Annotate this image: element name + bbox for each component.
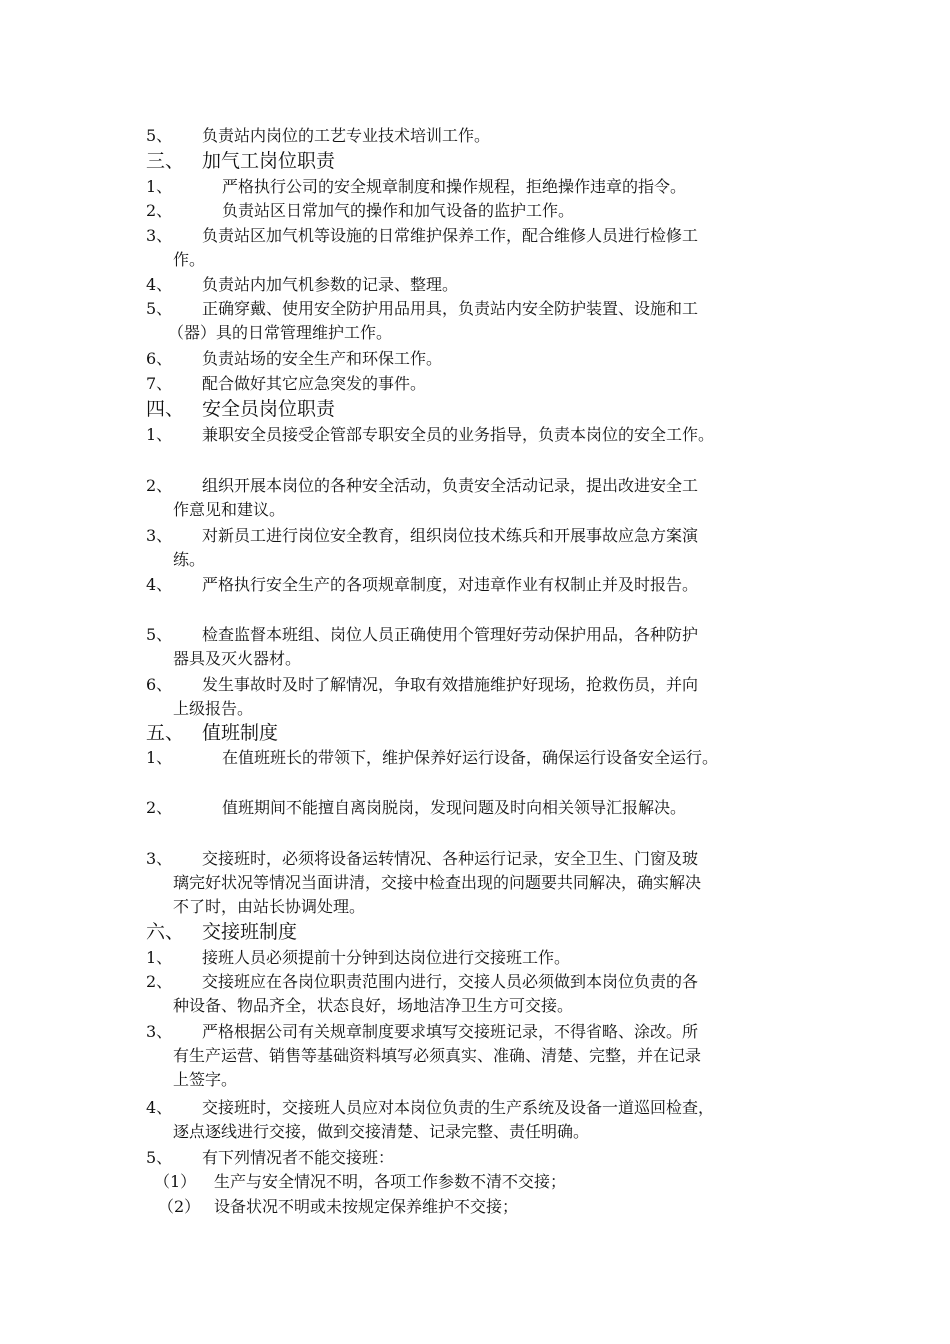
sub-item-number: （2） bbox=[158, 1197, 201, 1216]
item-number: 7、 bbox=[146, 374, 173, 393]
sub-item-number: （1） bbox=[154, 1172, 197, 1191]
item-text-continued: 逐点逐线进行交接，做到交接清楚、记录完整、责任明确。 bbox=[173, 1122, 590, 1141]
section-number: 三、 bbox=[146, 150, 185, 172]
sub-list-item bbox=[158, 1195, 519, 1219]
item-text-continued: 上签字。 bbox=[173, 1070, 238, 1089]
item-text: 负责站区加气机等设施的日常维护保养工作，配合维修人员进行检修工 bbox=[202, 226, 699, 245]
sub-list-item bbox=[154, 1170, 567, 1194]
sub-item-text: 生产与安全情况不明，各项工作参数不清不交接； bbox=[214, 1172, 567, 1191]
item-text: 检查监督本班组、岗位人员正确使用个管理好劳动保护用品，各种防护 bbox=[202, 625, 699, 644]
item-text-continued: （器）具的日常管理维护工作。 bbox=[168, 323, 393, 342]
section-number: 五、 bbox=[146, 722, 185, 744]
item-number: 6、 bbox=[146, 349, 173, 368]
item-text-continued: 上级报告。 bbox=[173, 699, 254, 718]
item-text: 有下列情况者不能交接班： bbox=[202, 1148, 395, 1167]
item-number: 2、 bbox=[146, 972, 173, 991]
item-text-continued: 练。 bbox=[173, 550, 206, 569]
item-text-continued: 作意见和建议。 bbox=[173, 500, 286, 519]
item-number: 6、 bbox=[146, 675, 173, 694]
item-text: 发生事故时及时了解情况，争取有效措施维护好现场，抢救伤员，并向 bbox=[202, 675, 699, 694]
item-number: 3、 bbox=[146, 526, 173, 545]
item-text: 在值班班长的带领下，维护保养好运行设备，确保运行设备安全运行。 bbox=[222, 748, 719, 767]
item-number: 5、 bbox=[146, 1148, 173, 1167]
section-title: 交接班制度 bbox=[202, 921, 298, 943]
section-title: 安全员岗位职责 bbox=[202, 398, 336, 420]
section-number: 六、 bbox=[146, 921, 185, 943]
item-number: 1、 bbox=[146, 748, 173, 767]
item-text: 值班期间不能擅自离岗脱岗，发现问题及时向相关领导汇报解决。 bbox=[222, 798, 687, 817]
item-number: 2、 bbox=[146, 798, 173, 817]
section-title: 值班制度 bbox=[202, 722, 279, 744]
item-text: 负责站区日常加气的操作和加气设备的监护工作。 bbox=[222, 201, 575, 220]
item-text: 对新员工进行岗位安全教育，组织岗位技术练兵和开展事故应急方案演 bbox=[202, 526, 699, 545]
item-number: 2、 bbox=[146, 201, 173, 220]
item-number: 5、 bbox=[146, 625, 173, 644]
item-text: 正确穿戴、使用安全防护用品用具，负责站内安全防护装置、设施和工 bbox=[202, 299, 699, 318]
item-number: 1、 bbox=[146, 425, 173, 444]
item-number: 3、 bbox=[146, 849, 173, 868]
section-number: 四、 bbox=[146, 398, 185, 420]
item-text-continued: 作。 bbox=[173, 250, 206, 269]
item-number: 1、 bbox=[146, 177, 173, 196]
item-number: 1、 bbox=[146, 948, 173, 967]
item-number: 4、 bbox=[146, 275, 173, 294]
item-text: 负责站内岗位的工艺专业技术培训工作。 bbox=[202, 126, 491, 145]
section-title: 加气工岗位职责 bbox=[202, 150, 336, 172]
item-text: 配合做好其它应急突发的事件。 bbox=[202, 374, 427, 393]
item-text-continued: 有生产运营、销售等基础资料填写必须真实、准确、清楚、完整，并在记录 bbox=[173, 1046, 702, 1065]
item-number: 3、 bbox=[146, 1022, 173, 1041]
item-text: 交接班时，交接班人员应对本岗位负责的生产系统及设备一道巡回检查， bbox=[202, 1098, 715, 1117]
item-number: 5、 bbox=[146, 126, 173, 145]
item-text: 负责站内加气机参数的记录、整理。 bbox=[202, 275, 459, 294]
item-text: 接班人员必须提前十分钟到达岗位进行交接班工作。 bbox=[202, 948, 571, 967]
item-text: 兼职安全员接受企管部专职安全员的业务指导，负责本岗位的安全工作。 bbox=[202, 425, 715, 444]
item-text-continued: 不了时，由站长协调处理。 bbox=[173, 897, 366, 916]
item-text: 严格执行安全生产的各项规章制度，对违章作业有权制止并及时报告。 bbox=[202, 575, 699, 594]
item-number: 4、 bbox=[146, 1098, 173, 1117]
sub-item-text: 设备状况不明或未按规定保养维护不交接； bbox=[214, 1197, 519, 1216]
item-text-continued: 璃完好状况等情况当面讲清，交接中检查出现的问题要共同解决，确实解决 bbox=[173, 873, 702, 892]
item-text: 严格根据公司有关规章制度要求填写交接班记录，不得省略、涂改。所 bbox=[202, 1022, 699, 1041]
item-number: 2、 bbox=[146, 476, 173, 495]
item-text: 严格执行公司的安全规章制度和操作规程，拒绝操作违章的指令。 bbox=[222, 177, 687, 196]
item-number: 4、 bbox=[146, 575, 173, 594]
item-text-continued: 器具及灭火器材。 bbox=[173, 649, 302, 668]
item-text: 交接班应在各岗位职责范围内进行，交接人员必须做到本岗位负责的各 bbox=[202, 972, 699, 991]
item-text: 负责站场的安全生产和环保工作。 bbox=[202, 349, 443, 368]
item-number: 3、 bbox=[146, 226, 173, 245]
item-text: 组织开展本岗位的各种安全活动，负责安全活动记录，提出改进安全工 bbox=[202, 476, 699, 495]
item-text: 交接班时，必须将设备运转情况、各种运行记录，安全卫生、门窗及玻 bbox=[202, 849, 699, 868]
item-number: 5、 bbox=[146, 299, 173, 318]
item-text-continued: 种设备、物品齐全，状态良好，场地洁净卫生方可交接。 bbox=[173, 996, 574, 1015]
